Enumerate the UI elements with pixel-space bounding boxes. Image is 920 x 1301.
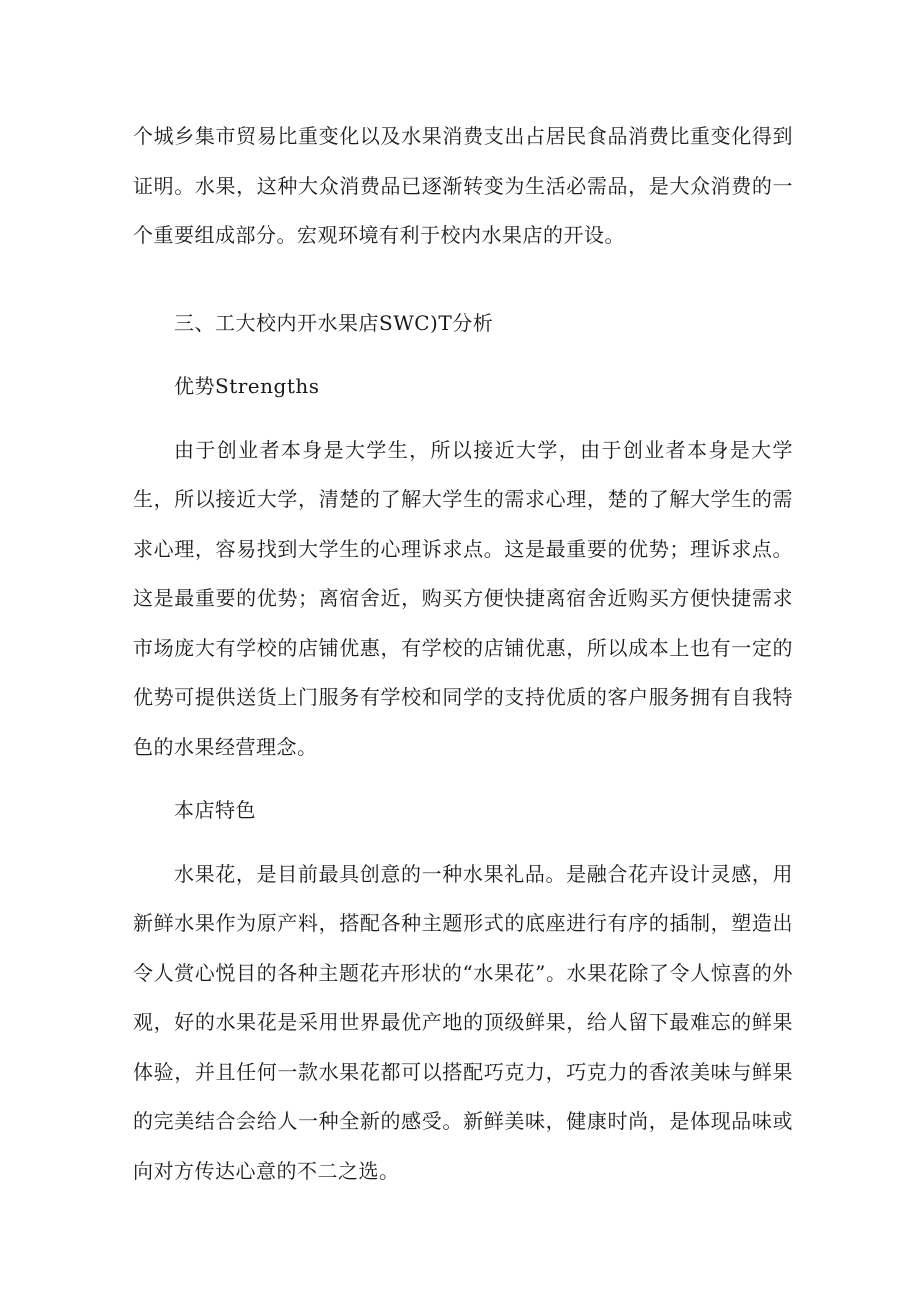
document-body bbox=[133, 112, 793, 1196]
section-heading: 三、工大校内开水果店SWC)T分析 bbox=[174, 310, 494, 335]
features-paragraph: 水果花，是目前最具创意的一种水果礼品。是融合花卉设计灵感，用新鲜水果作为原产料，搭配各种主题形式的底座进行有序的插制，塑造出令人赏心悦目的各种主题花卉形状的“水果花”。水果花除了令人惊喜的外观，好的水果花是采用世界最优产地的顶级鲜果，给人留下最难忘的鲜果体验，并且任何一款水果花都可以搭配巧克力，巧克力的香浓美味与鲜果的完美结合会给人一种全新的感受。新鲜美味，健康时尚，是体现品味或向对方传达心意的不二之选。 bbox=[133, 861, 793, 1183]
intro-paragraph: 个城乡集市贸易比重变化以及水果消费支出占居民食品消费比重变化得到证明。水果，这种大众消费品已逐渐转变为生活必需品，是大众消费的一个重要组成部分。宏观环境有利于校内水果店的开设。 bbox=[133, 124, 793, 247]
strengths-heading: 优势Strengths bbox=[174, 374, 320, 398]
strengths-paragraph: 由于创业者本身是大学生，所以接近大学，由于创业者本身是大学生，所以接近大学，清楚的了解大学生的需求心理，楚的了解大学生的需求心理，容易找到大学生的心理诉求点。这是最重要的优势；理诉求点。这是最重要的优势；离宿舍近，购买方便快捷离宿舍近购买方便快捷需求市场庞大有学校的店铺优惠，有学校的店铺优惠，所以成本上也有一定的优势可提供送货上门服务有学校和同学的支持优质的客户服务拥有自我特色的水果经营理念。 bbox=[133, 437, 793, 759]
features-heading: 本店特色 bbox=[174, 798, 256, 822]
